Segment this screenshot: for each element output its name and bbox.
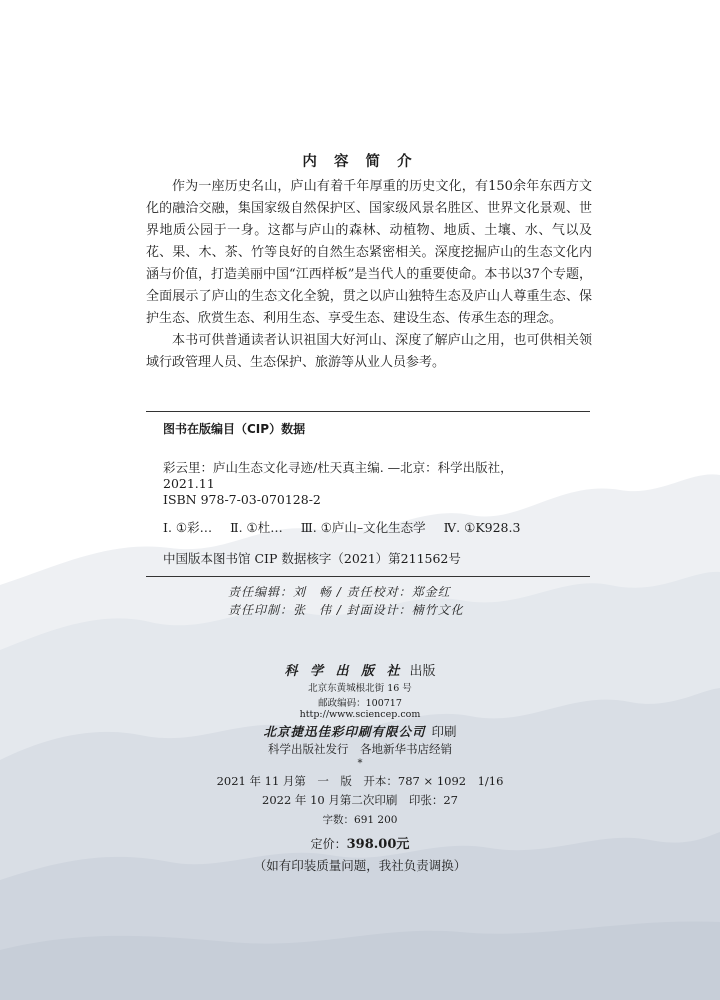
cip-date-line: 2021.11 [163,476,215,491]
cip-class-2: Ⅱ. ①杜… [230,520,283,535]
summary-paragraph-2: 本书可供普通读者认识祖国大好河山、深度了解庐山之用，也可供相关领域行政管理人员、生态保护、旅游等从业人员参考。 [146,333,592,370]
separator-asterisk: * [357,758,363,769]
cip-class-3: Ⅲ. ①庐山–文化生态学 [300,520,426,535]
printer-name: 北京捷迅佳彩印刷有限公司 [263,724,426,739]
price-line [0,833,720,852]
publisher-address: 北京东黄城根北街 16 号 [308,683,412,694]
publisher-suffix: 出版 [409,664,436,679]
cip-heading: 图书在版编目（CIP）数据 [163,422,306,436]
edition-line-1: 2021 年 11 月第 一 版 开本：787 × 1092 1/16 [216,774,504,788]
publisher-postcode: 邮政编码：100717 [318,698,402,709]
quality-swap-note: （如有印装质量问题，我社负责调换） [253,858,467,873]
price-value: 398.00元 [346,837,410,852]
summary-title: 内 容 简 介 [302,154,418,170]
cip-title-line: 彩云里：庐山生态文化寻迹/杜天真主编. —北京：科学出版社， [163,460,513,475]
publisher-name: 科 学 出 版 社 [284,664,404,679]
cip-bottom-rule [146,576,590,577]
summary-paragraph-1: 作为一座历史名山，庐山有着千年厚重的历史文化，有150余年东西方文化的融洽交融，集国家级自然保护区、国家级风景名胜区、世界文化景观、世界地质公园于一身。这都与庐山的森林、动植物、地质、土壤、水、气以及花、果、木、茶、竹等良好的自然生态紧密相关。深度挖掘庐山的生态文化内涵与价值，打造美丽中国“江西样板”是当代人的重要使命。本书以37个专题，全面展示了庐山的生态文化全貌，贯之以庐山独特生态及庐山人尊重生态、保护生态、欣赏生态、利用生态、享受生态、建设生态、传承生态的理念。 [146,179,592,326]
publisher-url: http://www.sciencep.com [299,709,421,720]
cip-record-number: 中国版本图书馆 CIP 数据核字（2021）第211562号 [163,551,461,566]
production-credits: 责任印制：张 伟 / 封面设计：楠竹文化 [228,603,464,617]
printer-line [0,722,720,740]
edition-line-2: 2022 年 10 月第二次印刷 印张：27 [262,793,458,807]
cip-isbn: ISBN 978-7-03-070128-2 [163,492,321,507]
cip-class-1: Ⅰ. ①彩… [163,520,213,535]
printer-suffix: 印刷 [431,724,457,739]
editor-credits: 责任编辑：刘 畅 / 责任校对：郑金红 [228,585,451,599]
publisher-line [0,660,720,679]
word-count: 字数：691 200 [322,814,398,826]
cip-class-4: Ⅳ. ①K928.3 [443,520,521,535]
distribution-line: 科学出版社发行 各地新华书店经销 [268,742,452,756]
cip-classification [163,518,534,536]
price-label: 定价： [310,837,347,851]
cip-top-rule [146,411,590,412]
